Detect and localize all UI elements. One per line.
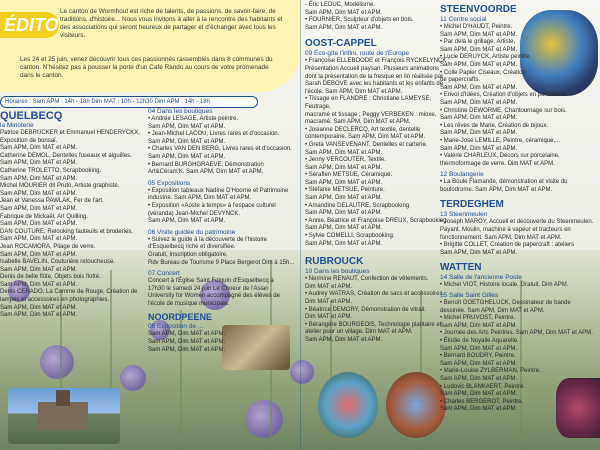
exhibitor-line: Sam APM, Dim MAT et APM. — [0, 221, 78, 228]
exhibitor-line: • Tissage en FLANDRE : Christiane LAMEYSE, Feutrage, — [305, 96, 432, 110]
exhibitor-line: Sam APM, Dim MAT et APM. — [305, 225, 383, 232]
exhibitor-line: Sam APM, Dim MAT et APM. — [305, 336, 383, 343]
section-title: 12 Boulangerie — [440, 171, 484, 179]
flower-image — [290, 360, 314, 384]
exhibitor-line: DAN COUTURE, Relooking fauteuils et broderies. — [0, 228, 134, 235]
exhibitor-line: thermoformage de verre. Dim MAT et APM. — [440, 160, 555, 167]
section-title: 10 Dans les boutiques — [305, 268, 370, 276]
exhibitor-line: Catherine TROLETTO, Scrapbooking. — [0, 167, 102, 174]
exhibitor-line: Sam APM, Dim MAT et APM. — [440, 84, 518, 91]
exhibitor-line: • Michel VIOT, Histoire locale. Gratuit. Dim APM. — [440, 282, 569, 289]
exhibitor-line: Sam APM, Dim MAT et APM. — [440, 145, 518, 152]
column-boutiques — [148, 108, 298, 354]
exhibitor-line: Sam APM, Dim MAT et APM. — [305, 9, 383, 16]
exhibitor-line: • Lucie DERUYCK, Artiste peintre. — [440, 54, 531, 61]
exhibitor-line: Sam APM, Dim MAT et APM. — [0, 266, 78, 273]
commune-title: TERDEGHEM — [440, 199, 504, 211]
exhibitor-line: • Suivez le guide à la découverte de l'histoire — [148, 236, 267, 243]
exhibitor-line: • Françoise ELLEBOODE et François RYCKELYNCK : — [305, 58, 450, 65]
exhibitor-line: Patrice DEBRUCKER et Emmanuel HENDERYCKX, — [0, 130, 140, 136]
section-title: 06 Visite guidée du patrimoine — [148, 228, 236, 236]
exhibitor-line: fonctionnement. Sam APM, Dim MAT et APM. — [440, 234, 562, 241]
exhibitor-line: Sam APM, Dim MAT et APM. — [0, 281, 78, 288]
exhibitor-line: Sam APM, Dim MAT et APM. — [0, 175, 78, 182]
exhibitor-line: Catherine DEMOL, Dentelles fuseaux et aiguilles. — [0, 152, 132, 159]
exhibitor-list — [148, 188, 298, 226]
section-title: 08 Exposition de ... — [148, 323, 204, 331]
exhibitor-line: • Nermine RENAUT, Confection de vêtements. — [305, 276, 429, 283]
exhibitor-line: Sam APM, Dim MAT et APM. — [440, 391, 518, 398]
exhibitor-line: • Audrey WATRAS, Création de sacs et accessoires. — [305, 291, 445, 298]
column-oost-cappel — [305, 2, 455, 345]
exhibitor-line: • Josianne DECLERCQ, Art textile, dentelle — [305, 126, 421, 133]
exhibitor-line: • Michel D'HAUDT, Peintre. — [440, 24, 513, 30]
exhibitor-line: • Par delà le grillage, Artiste, — [440, 39, 516, 46]
exhibitor-line: • Charles VAN DEN BERG, Livres rares et d'occasion. — [148, 146, 292, 153]
exhibitor-line: Sam APM, Dim MAT et APM. — [148, 153, 226, 160]
exhibitor-line: Sam APM, Dim MAT et APM. — [440, 31, 518, 38]
exhibitor-line: l'école. Sam APM, Dim MAT et APM. — [305, 88, 403, 95]
exhibitor-line: • Valérie CHARLEUX, Décors sur porcelaine, — [440, 153, 560, 160]
exhibitor-line: Sam APM, Dim MAT et APM. — [148, 339, 226, 346]
section-title: 11 Centre social — [440, 16, 487, 23]
exhibitor-list — [305, 276, 455, 344]
commune-title: NOORDPEENE — [148, 312, 213, 323]
exhibitor-list — [305, 2, 455, 32]
fold-line — [300, 0, 301, 450]
exhibitor-line: Sam APM, Dim MAT et APM. — [0, 312, 78, 319]
exhibitor-line: Sam APM, Dim MAT et APM. — [0, 236, 78, 243]
section-title: la Minoterie — [0, 122, 34, 129]
exhibitor-list — [148, 237, 298, 267]
exhibitor-list — [440, 300, 598, 414]
section-title: 04 Dans les boutiques — [148, 108, 213, 115]
exhibitor-line: Concert à l'Église Saint Folquin d'Esquelbecq à — [148, 278, 274, 285]
commune-title: OOST-CAPPEL — [305, 38, 377, 50]
exhibitor-line: • Benoît GOETGHELUCK, Dessinateur de bande — [440, 300, 571, 307]
exhibitor-line: lampes et accessoires en photographies. — [0, 297, 110, 304]
exhibitor-line: Sam APM, Dim MAT et APM. — [440, 115, 518, 122]
exhibitor-line: Dim MAT et APM. — [305, 314, 353, 321]
exhibitor-line: l'école de musique municipale. — [148, 300, 230, 307]
exhibitor-list — [305, 58, 455, 248]
exhibitor-line: Sam APM, Dim MAT et APM. — [148, 331, 226, 338]
exhibitor-line: • Bérangère BOURGEOIS, Technologie plantaire et — [305, 321, 442, 328]
flower-image — [245, 400, 283, 438]
exhibitor-line: Dim MAT et APM. — [305, 283, 353, 290]
exhibitor-line: Denis CERADO, La Comme de Rouge, Création de — [0, 289, 138, 296]
exhibitor-list — [440, 282, 598, 290]
exhibitor-line: Sam APM, Dim MAT et APM. — [440, 61, 518, 68]
exhibitor-line: • Annie, Béatrice et Françoise DREUX, Scrapbooking. — [305, 217, 449, 224]
exhibitor-line: Présentation Accueil paysan. Plusieurs animations — [305, 65, 440, 72]
exhibitor-line: • Stéfanie METSUE, Peinture. — [305, 187, 385, 194]
exhibitor-line: Sam APM, Dim MAT et APM. — [305, 195, 383, 202]
exhibitor-line: • Charles BERGEROT, Peintre. — [440, 398, 524, 405]
exhibitor-line: Sam APM, Dim MAT et APM. — [305, 164, 383, 171]
exhibitor-line: • Ludovic BLANKAERT, Peintre. — [440, 383, 526, 390]
exhibitor-line: Art&Céram'K. Sam APM, Dim MAT et APM. — [148, 169, 264, 176]
edito-text-2: Les 24 et 25 juin, venez découvrir tous ces passionnés rassemblés dans 8 communes du canton. N'hésitez pas à pousser la porte d'un Café Rando au cours de votre promenade dans le canton. — [20, 56, 273, 79]
exhibitor-line: atelier pour un village. Dim MAT et APM. — [305, 329, 413, 336]
exhibitor-line: Sam APM, Dim MAT et APM. — [0, 190, 78, 197]
exhibitor-line: Sam APM, Dim MAT et APM. — [305, 240, 383, 247]
exhibitor-list — [440, 219, 598, 257]
exhibitor-line: • Envol d'Idées, Création d'objets en porcelaine. — [440, 92, 568, 99]
church-photo — [8, 388, 120, 444]
exhibitor-line: • FOURNIER, Sculpteur d'objets en bois. — [305, 17, 414, 24]
commune-title: STEENVOORDE — [440, 4, 517, 15]
exhibitor-line: • Jenny VERCOUTER, Textile. — [305, 157, 387, 164]
exhibitor-line: • Bernard BURGHGRAEVE, Démonstration — [148, 161, 264, 168]
exhibitor-line: dont la présentation de la fresque en lin réalisée par — [305, 73, 444, 80]
exhibitor-line: Sam APM, Dim MAT et APM. — [440, 375, 518, 382]
exhibitor-list — [440, 24, 598, 168]
exhibitor-line: Sam APM, Dim MAT et APM. — [440, 345, 518, 352]
exhibitor-line: Sam APM, Dim MAT et APM. — [0, 251, 78, 258]
column-steenvoorde — [440, 4, 598, 414]
exhibitor-line: Isabelle BAVELIN, Couturière retoucheuse. — [0, 259, 115, 266]
exhibitor-line: Sam APM, Dim MAT et APM. — [305, 24, 383, 31]
exhibitor-line: Jean ROCAMORA, Pliage de verre. — [0, 243, 96, 250]
flower-image — [120, 365, 146, 391]
exhibitor-line: Sarah DEBOVE avec les habitants et les enfants de — [305, 81, 444, 88]
exhibitor-line: Sam APM, Dim MAT et APM. — [0, 304, 78, 311]
workshop-photo-2 — [386, 372, 446, 438]
exhibitor-line: Sam APM, Dim MAT et APM. — [0, 160, 78, 167]
exhibitor-line: Sam APM, Dim MAT et APM. — [305, 149, 383, 156]
exhibitor-line: • Béatrice DEMORY, Démonstration de vitrail. — [305, 306, 426, 313]
exhibitor-line: • Joseph MAROY, Accueil et découverte du Steenmeulen. — [440, 219, 594, 226]
exhibitor-line: Sam APM, Dim MAT et APM. — [0, 145, 78, 152]
exhibitor-line: • La Boule Flamande, démonstration et visite du — [440, 179, 568, 186]
commune-title: QUELBECQ — [0, 110, 63, 122]
edito-text-1: Le canton de Wormhout est riche de talents, de passions, de savoir-faire, de traditions, d'histoire... Nous vous invitons à aller à la rencontre des habitants et des associations qui seront heureux de partager et d'échanger avec tous les visiteurs. — [60, 8, 283, 39]
exhibitor-line: University for Women accompagné des élèves de — [148, 293, 280, 300]
edito-block — [0, 0, 300, 92]
exhibitor-line: Sam APM, Dim MAT et APM. — [148, 123, 226, 130]
edito-label: ÉDITO — [0, 12, 59, 38]
exhibitor-line: • Exposition tableaux Nadine D'Hoorne et Patrimoine — [148, 187, 289, 194]
exhibitor-line: Sam APM, Dim MAT et APM. — [440, 322, 518, 329]
exhibitor-line: • Amandine DELAUTRE, Scrapbooking. — [305, 202, 411, 209]
commune-title: WATTEN — [440, 262, 482, 274]
exhibitor-line: contemporaine. Sam APM, Dim MAT et APM. — [305, 134, 426, 141]
exhibitor-line: industrie. Sam APM, Dim MAT et APM. — [148, 195, 252, 202]
exhibitor-line: • Journée des Arts Peintres. Sam APM, Dim MAT et APM. — [440, 330, 593, 337]
exhibitor-line: Gratuit, Inscription obligatoire. — [148, 251, 228, 258]
exhibitor-line: • Michel PRUVOST, Peintre. — [440, 315, 516, 322]
exhibitor-line: Sam APM, Dim MAT et APM. — [440, 360, 518, 367]
exhibitor-line: Sam APM, Dim MAT et APM. — [440, 46, 518, 53]
exhibitor-line: Exposition de bonsaï. — [0, 137, 58, 144]
exhibitor-line: Sam APM, Dim MAT et APM. — [440, 130, 518, 137]
exhibitor-line: • Marie-Louise ZYLBERMAN, Peintre. — [440, 368, 541, 375]
exhibitor-line: de papercrafts. — [440, 77, 481, 84]
exhibitor-line: d'Esquelbecq riche et diversifiée. — [148, 244, 236, 251]
exhibitor-line: - Éric LEDUC, Modélisme. — [305, 2, 376, 8]
exhibitor-line: • Christine DEWORME, Chantournage sur bois. — [440, 107, 567, 114]
exhibitor-line: Payant. Moulin, machine à vapeur et tracteurs en — [440, 227, 571, 234]
exhibitor-list — [148, 116, 298, 177]
hours-banner: Horaires : Sam APM : 14h - 18h Dim MAT : 10h - 12h30 Dim APM : 14h - 18h — [0, 96, 258, 108]
exhibitor-line: dessinée. Sam APM, Dim MAT et APM. — [440, 307, 545, 314]
column-quelbecq — [0, 110, 148, 320]
exhibitor-line: Sam APM, Dim MAT et APM. — [148, 346, 226, 353]
exhibitor-line: • Les rêves de Marie, Création de bijoux. — [440, 122, 549, 129]
exhibitor-line: boulodrome. Sam APM, Dim MAT et APM. — [440, 186, 553, 193]
exhibitor-line: • Jean-Michel LACOU, Livres rares et d'occasion. — [148, 131, 280, 138]
exhibitor-list — [148, 331, 298, 354]
exhibitor-line: • Andrée LESAGE, Artiste peintre. — [148, 116, 239, 122]
exhibitor-line: • Greta VANSEVENANT, Dentelles et carterie. — [305, 141, 428, 148]
section-title: 09 Éco-gîte l'infini, route de l'Europe — [305, 50, 410, 58]
exhibitor-line: Fabrique de Mickaël, Art Quilling. — [0, 213, 89, 220]
exhibitor-line: • Sylvie COMELLI, Scrapbooking. — [305, 233, 395, 240]
exhibitor-line: Sam APM, Dim MAT et APM. — [440, 406, 518, 413]
exhibitor-line: Sam APM, Dim MAT et APM. — [440, 99, 518, 106]
commune-title: RUBROUCK — [305, 256, 364, 268]
exhibitor-line: (véranda) Jean-Michel DEVYNCK. — [148, 210, 241, 217]
exhibitor-line: Sam APM, Dim MAT et APM. — [148, 218, 226, 225]
section-title: 07 Concert — [148, 270, 180, 278]
exhibitor-line: Sam APM, Dim MAT et APM. — [0, 205, 78, 212]
exhibitor-line: Sam APM, Dim MAT et APM. — [440, 249, 518, 256]
exhibitor-line: Michel MOURIER dit Pruto, Artiste graphiste. — [0, 183, 120, 190]
exhibitor-list — [440, 179, 598, 194]
section-title: 05 Expositions — [148, 179, 191, 187]
exhibitor-line: Rdv Bureau de Tourisme 9 Place Bergerot Dim à 15h... — [148, 259, 295, 266]
exhibitor-line: 17h30 le samedi 24 juin Le Choeur de l'Asian — [148, 285, 269, 292]
exhibitor-line: Jean et Vanessa PAWLAK, Fer de l'art. — [0, 198, 104, 205]
section-title: 13 Steenmeulen — [440, 211, 488, 219]
exhibitor-line: • Colle Papier Ciseaux, Création — [440, 69, 526, 76]
exhibitor-line: Denis de belle flûte, Objets bois flotté. — [0, 274, 101, 281]
workshop-photo-1 — [318, 372, 378, 438]
section-title: 15 Salle Saint Gilles — [440, 292, 499, 300]
flower-image — [40, 345, 74, 379]
exhibitor-line: • Élodie de Noyalle Aquarelle. — [440, 338, 519, 344]
exhibitor-list — [0, 130, 148, 320]
section-title: 14 Salle de l'ancienne Poste — [440, 274, 522, 282]
exhibitor-line: Sam APM, Dim MAT et APM. — [305, 179, 383, 186]
exhibitor-line: • Séraflen METSUE, Céramique. — [305, 172, 393, 179]
exhibitor-line: • Exposition «Aoste à temps» à l'espace culturel — [148, 202, 276, 209]
exhibitor-line: macramé et tissage ; Peggy VERBEKEN : mioxe, — [305, 111, 437, 118]
exhibitor-line: Dim MAT et APM. — [305, 299, 353, 305]
exhibitor-line: • Bernard BOUDRY, Peintre. — [440, 353, 516, 360]
exhibitor-line: Sam APM, Dim MAT et APM. — [305, 210, 383, 217]
exhibitor-line: Sam APM, Dim MAT et APM. — [148, 138, 226, 145]
exhibitor-list — [148, 278, 298, 308]
exhibitor-line: • Marie-José LEMILLE, Peintre, céramique,... — [440, 137, 561, 144]
exhibitor-line: macramé. Sam APM, Dim MAT et APM. — [305, 119, 411, 126]
exhibitor-line: • Brigitte COLLET, Création de papercraft : ateliers — [440, 242, 575, 249]
